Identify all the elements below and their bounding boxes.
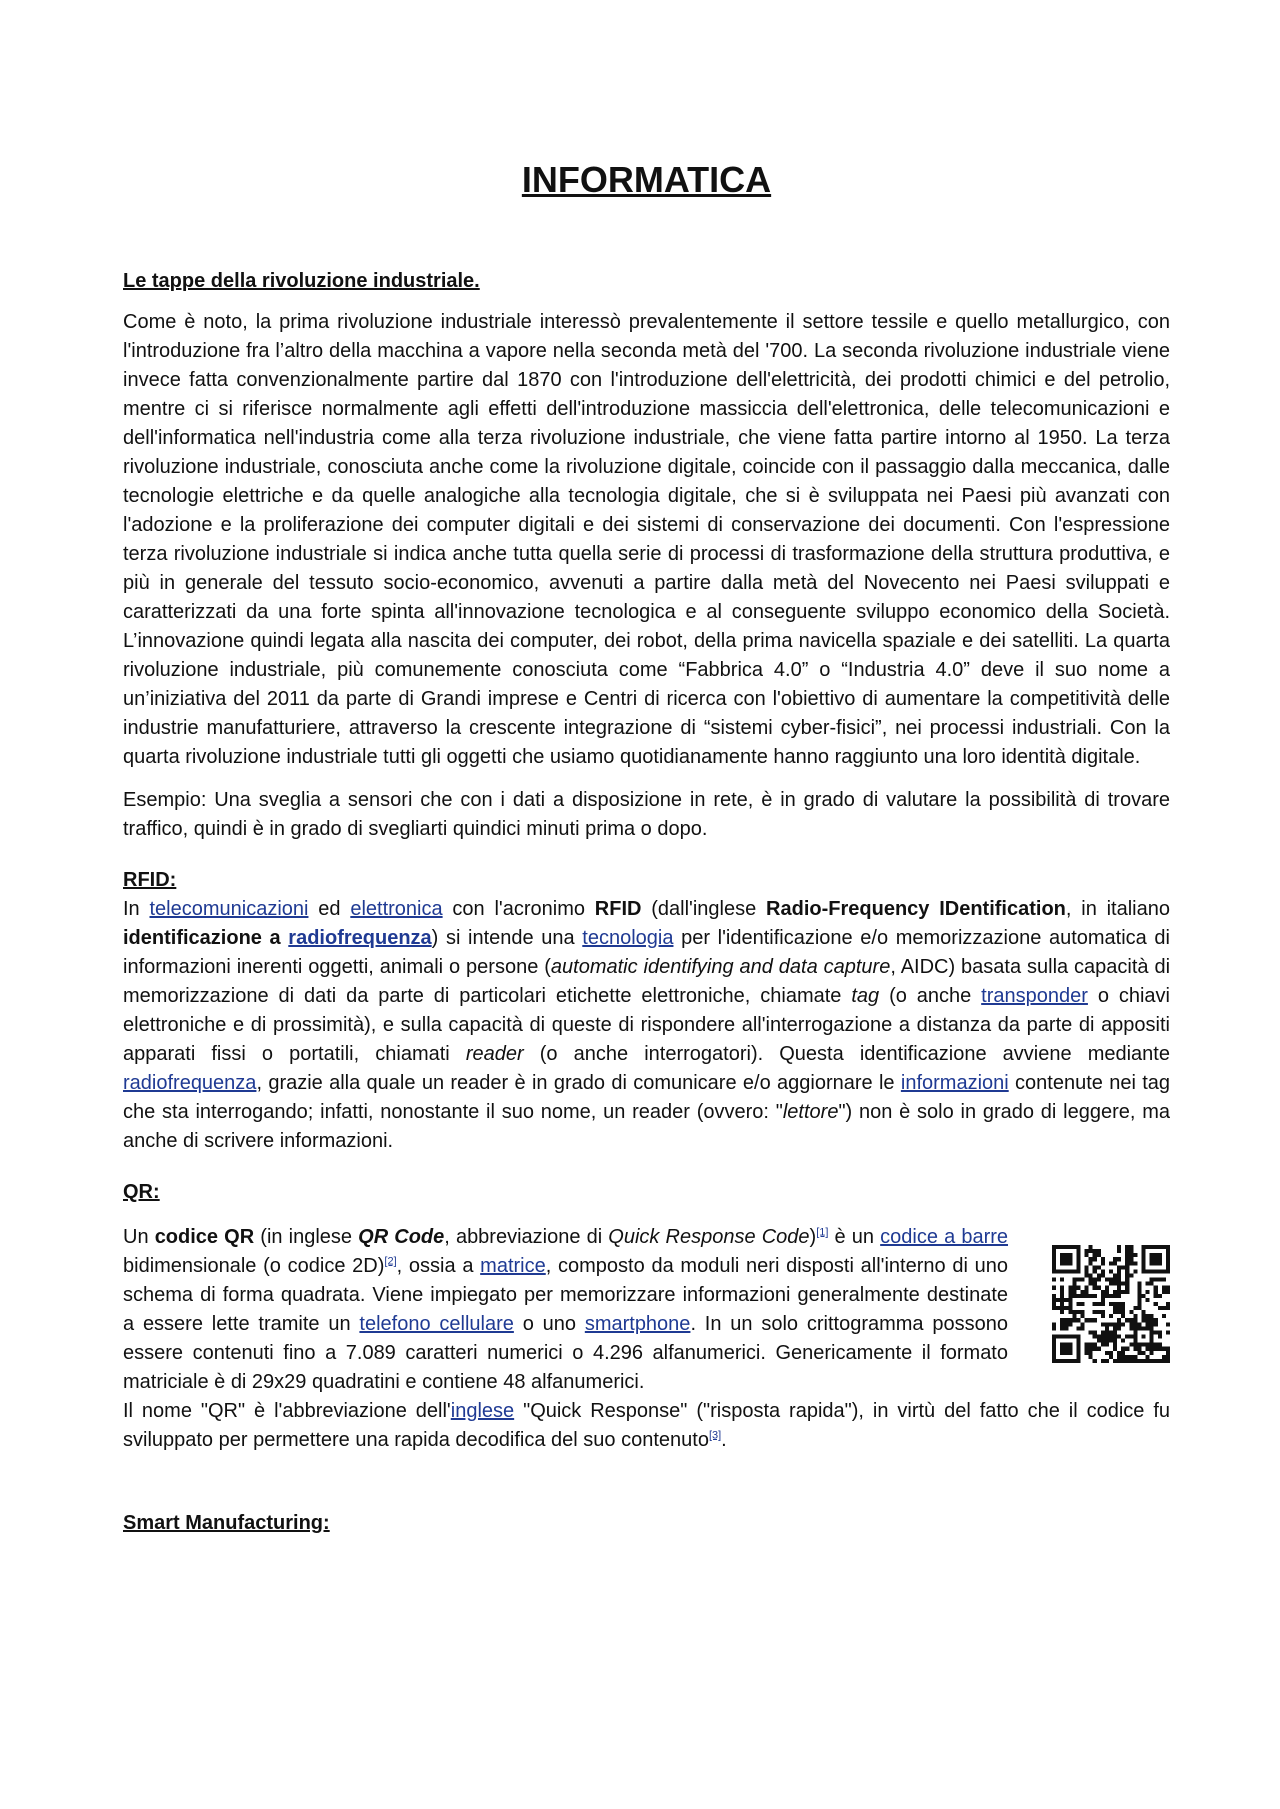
section-heading-qr: QR: [123,1181,160,1203]
footnote-ref-2[interactable]: [2] [384,1255,397,1268]
link-smartphone[interactable]: smartphone [584,1313,691,1335]
paragraph-rfid: In telecomunicazioni ed elettronica con l'acronimo RFID (dall'inglese Radio-Frequency IDentification, in italiano identificazione a radiofrequenza) si intende una tecnologia per l'identificazione e/o memorizzazione automatica di informazioni inerenti oggetti, animali o persone (automatic identifying and data capture, AIDC) basata sulla capacità di memorizzazione di dati da parte di particolari etichette elettroniche, chiamate tag (o anche transponder o chiavi elettroniche e di prossimità), e sulla capacità di queste di rispondere all'interrogazione a distanza da parte di appositi apparati fissi o portatili, chiamati reader (o anche interrogatori). Questa identificazione avviene mediante radiofrequenza, grazie alla quale un reader è in grado di comunicare e/o aggiornare le informazioni contenute nei tag che sta interrogando; infatti, nonostante il suo nome, un reader (ovvero: "lettore") non è solo in grado di leggere, ma anche di scrivere informazioni. [123,898,1171,1152]
qr-code-image [1052,1245,1170,1363]
section-heading-rfid: RFID: [123,869,177,891]
document-title: INFORMATICA [521,159,772,200]
link-telefono-cellulare[interactable]: telefono cellulare [359,1313,514,1335]
link-radiofrequenza[interactable]: radiofrequenza [288,927,432,949]
document-page [123,150,1170,1550]
link-informazioni[interactable]: informazioni [900,1072,1009,1094]
link-radiofrequenza-2[interactable]: radiofrequenza [123,1072,257,1094]
link-inglese[interactable]: inglese [450,1400,515,1422]
paragraph-rivoluzione: Come è noto, la prima rivoluzione industriale interessò prevalentemente il settore tessile e quello metallurgico, con l'introduzione fra l’altro della macchina a vapore nella seconda metà del '700. La seconda rivoluzione industriale viene invece fatta convenzionalmente partire dal 1870 con l'introduzione dell'elettricità, dei prodotti chimici e del petrolio, mentre ci si riferisce normalmente agli effetti dell'introduzione massiccia dell'elettronica, delle telecomunicazioni e dell'informatica nell'industria come alla terza rivoluzione industriale, che viene fatta partire intorno al 1950. La terza rivoluzione industriale, conosciuta anche come la rivoluzione digitale, coincide con il passaggio dalla meccanica, dalle tecnologie elettriche e da quelle analogiche alla tecnologia digitale, che si è sviluppata nei Paesi più avanzati con l'adozione e la proliferazione dei computer digitali e dei sistemi di conservazione dei documenti. Con l'espressione terza rivoluzione industriale si indica anche tutta quella serie di processi di trasformazione della struttura produttiva, e più in generale del tessuto socio-economico, avvenuti a partire dalla metà del Novecento nei Paesi sviluppati e caratterizzati da una forte spinta all'innovazione tecnologica e al conseguente sviluppo economico della Società. L’innovazione quindi legata alla nascita dei computer, dei robot, della prima navicella spaziale e dei satelliti. La quarta rivoluzione industriale, più comunemente conosciuta come “Fabbrica 4.0” o “Industria 4.0” deve il suo nome a un’iniziativa del 2011 da parte di Grandi imprese e Centri di ricerca con l'obiettivo di aumentare la competitività delle industrie manufatturiere, attraverso la crescente integrazione di “sistemi cyber-fisici”, nei processi industriali. Con la quarta rivoluzione industriale tutti gli oggetti che usiamo quotidianamente hanno raggiunto una loro identità digitale. [123,311,1170,768]
link-codice-a-barre[interactable]: codice a barre [880,1226,1009,1248]
link-transponder[interactable]: transponder [981,985,1088,1007]
paragraph-qr: Un codice QR (in inglese QR Code, abbreviazione di Quick Response Code)[1] è un codice a barre bidimensionale (o codice 2D)[2], ossia a matrice, composto da moduli neri disposti all'interno di uno schema di forma quadrata. Viene impiegato per memorizzare informazioni generalmente destinate a essere lette tramite un telefono cellulare o uno smartphone. In un solo crittogramma possono essere contenuti fino a 7.089 caratteri numerici o 4.296 alfanumerici. Genericamente il formato matriciale è di 29x29 quadratini e contiene 48 alfanumerici. [123,1226,1009,1393]
link-matrice[interactable]: matrice [480,1255,546,1277]
qr-section [123,1223,1170,1397]
link-elettronica[interactable]: elettronica [350,898,443,920]
footnote-ref-1[interactable]: [1] [816,1226,829,1239]
section-heading-smart-manufacturing: Smart Manufacturing: [123,1512,330,1534]
link-telecomunicazioni[interactable]: telecomunicazioni [149,898,309,920]
section-heading-rivoluzione: Le tappe della rivoluzione industriale. [123,270,480,292]
paragraph-qr-nome: Il nome "QR" è l'abbreviazione dell'inglese "Quick Response" ("risposta rapida"), in virtù del fatto che il codice fu sviluppato per permettere una rapida decodifica del suo contenuto[3]. [123,1400,1170,1451]
footnote-ref-3[interactable]: [3] [708,1429,722,1442]
paragraph-esempio: Esempio: Una sveglia a sensori che con i dati a disposizione in rete, è in grado di valutare la possibilità di trovare traffico, quindi è in grado di svegliarti quindici minuti prima o dopo. [123,789,1170,840]
link-tecnologia[interactable]: tecnologia [582,927,674,949]
